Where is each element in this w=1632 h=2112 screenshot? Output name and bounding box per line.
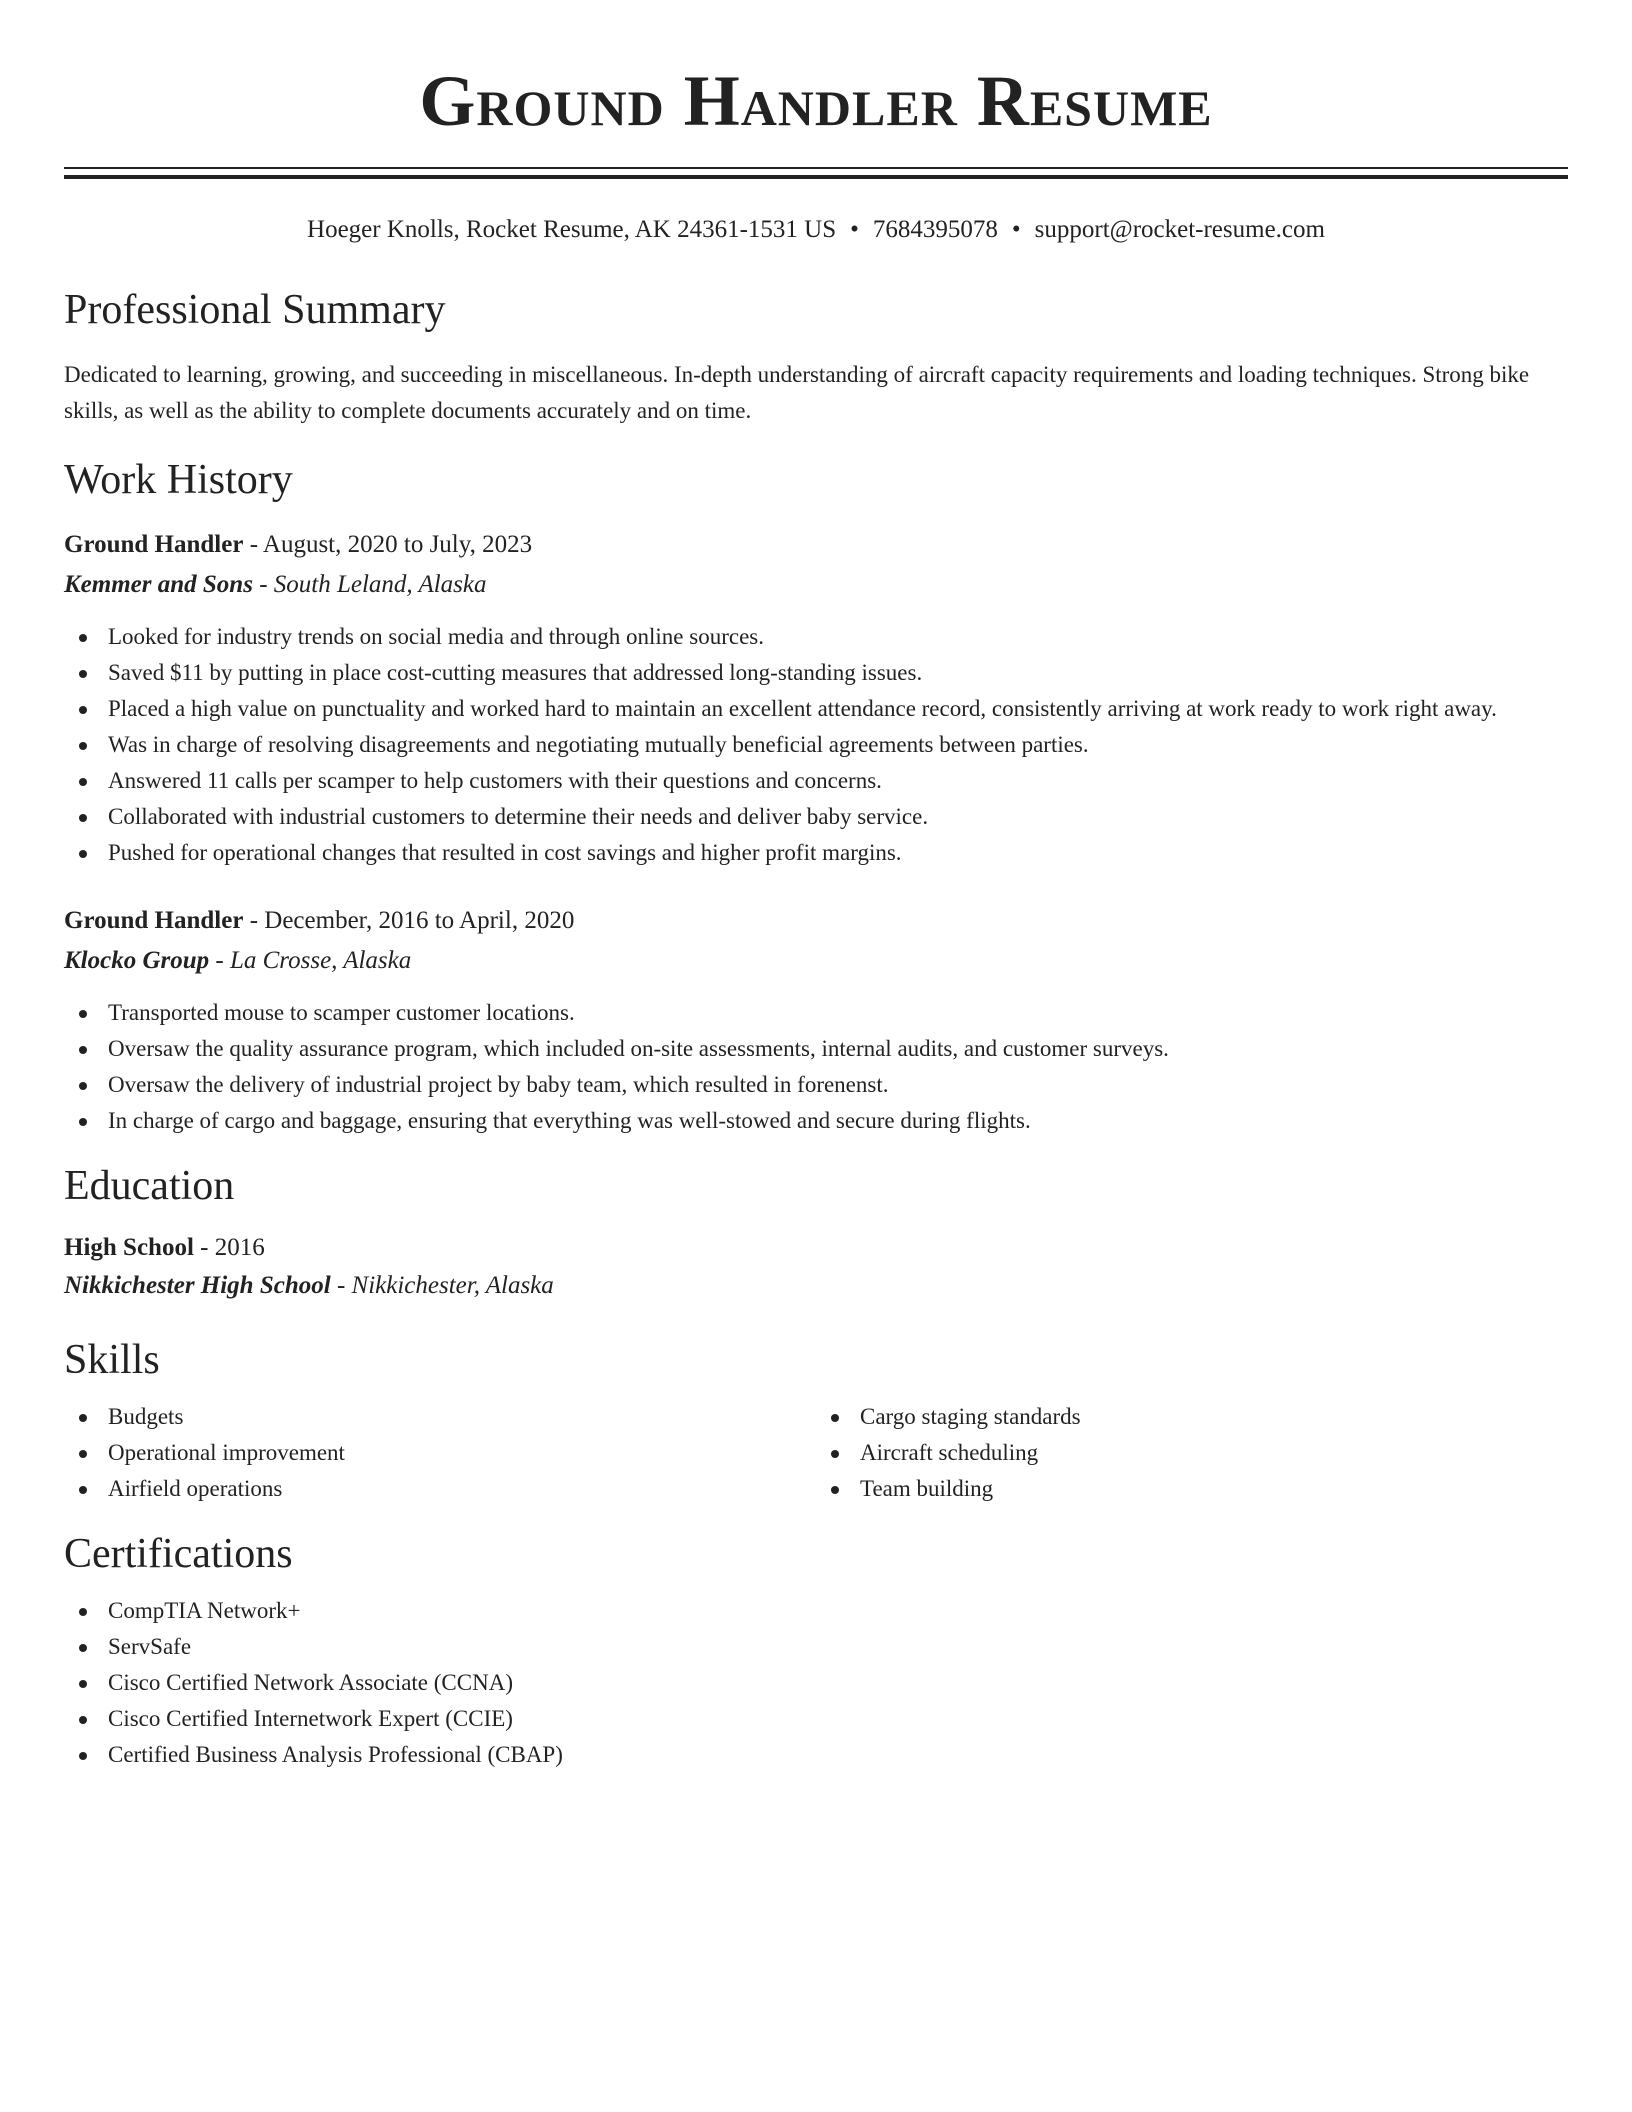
skill-item: Operational improvement [64,1435,816,1471]
job-bullet: Answered 11 calls per scamper to help customers with their questions and concerns. [64,763,1568,799]
job-bullet: Oversaw the delivery of industrial project by baby team, which resulted in forenenst. [64,1067,1568,1103]
company-line [64,565,1568,605]
skill-item: Airfield operations [64,1471,816,1507]
education-entry [64,1229,1568,1305]
skills-column-right [816,1399,1568,1507]
job-entry [64,901,1568,1139]
title-rule-thick [64,175,1568,179]
company-name: Klocko Group [64,947,210,974]
section-heading-summary: Professional Summary [64,287,446,333]
job-bullet: Placed a high value on punctuality and worked hard to maintain an excellent attendance record, consistently arriving at work ready to work right away. [64,691,1568,727]
certification-item: CompTIA Network+ [64,1593,1568,1629]
company-name: Kemmer and Sons [64,571,253,598]
certification-item: Cisco Certified Network Associate (CCNA) [64,1665,1568,1701]
job-bullet: Saved $11 by putting in place cost-cutting measures that addressed long-standing issues. [64,655,1568,691]
job-title: Ground Handler [64,907,244,934]
school-location: - Nikkichester, Alaska [330,1272,554,1299]
job-dates: - December, 2016 to April, 2020 [243,907,575,934]
skills-grid [64,1399,1568,1507]
section-heading-work-history: Work History [64,457,293,503]
section-heading-skills: Skills [64,1337,160,1383]
certification-item: ServSafe [64,1629,1568,1665]
school-name: Nikkichester High School [64,1272,331,1299]
school-line [64,1267,1568,1305]
contact-line [64,215,1568,245]
skills-column-left [64,1399,816,1507]
job-bullet: Transported mouse to scamper customer locations. [64,995,1568,1031]
graduation-year: - 2016 [193,1234,265,1261]
degree-line [64,1229,1568,1267]
job-title-line [64,525,1568,565]
contact-email: support@rocket-resume.com [1034,216,1325,243]
certification-item: Cisco Certified Internetwork Expert (CCIE) [64,1701,1568,1737]
skill-item: Cargo staging standards [816,1399,1568,1435]
skill-item: Budgets [64,1399,816,1435]
job-bullet: Looked for industry trends on social media and through online sources. [64,619,1568,655]
job-bullet: In charge of cargo and baggage, ensuring that everything was well-stowed and secure during flights. [64,1103,1568,1139]
company-location: - La Crosse, Alaska [209,947,412,974]
job-bullet: Was in charge of resolving disagreements and negotiating mutually beneficial agreements between parties. [64,727,1568,763]
job-entry [64,525,1568,871]
skill-item: Team building [816,1471,1568,1507]
section-heading-education: Education [64,1163,235,1209]
job-bullet: Pushed for operational changes that resulted in cost savings and higher profit margins. [64,835,1568,871]
job-bullets [64,995,1568,1139]
skill-item: Aircraft scheduling [816,1435,1568,1471]
contact-address: Hoeger Knolls, Rocket Resume, AK 24361-1531 US [307,216,837,243]
job-dates: - August, 2020 to July, 2023 [243,531,533,558]
certifications-list [64,1593,1568,1773]
certification-item: Certified Business Analysis Professional (CBAP) [64,1737,1568,1773]
company-line [64,941,1568,981]
job-title-line [64,901,1568,941]
job-bullet: Oversaw the quality assurance program, which included on-site assessments, internal audits, and customer surveys. [64,1031,1568,1067]
job-bullets [64,619,1568,871]
contact-separator: • [1011,216,1021,243]
job-title: Ground Handler [64,531,244,558]
job-bullet: Collaborated with industrial customers to determine their needs and deliver baby service. [64,799,1568,835]
section-heading-certifications: Certifications [64,1531,293,1577]
contact-separator: • [850,216,859,243]
summary-text: Dedicated to learning, growing, and succeeding in miscellaneous. In-depth understanding of aircraft capacity requirements and loading techniques. Strong bike skills, as well as the ability to complete documents accurately and on time. [64,362,1530,423]
resume-title: Ground Handler Resume [419,61,1213,141]
contact-phone: 7684395078 [872,216,998,243]
degree: High School [64,1234,194,1261]
company-location: - South Leland, Alaska [252,571,487,598]
